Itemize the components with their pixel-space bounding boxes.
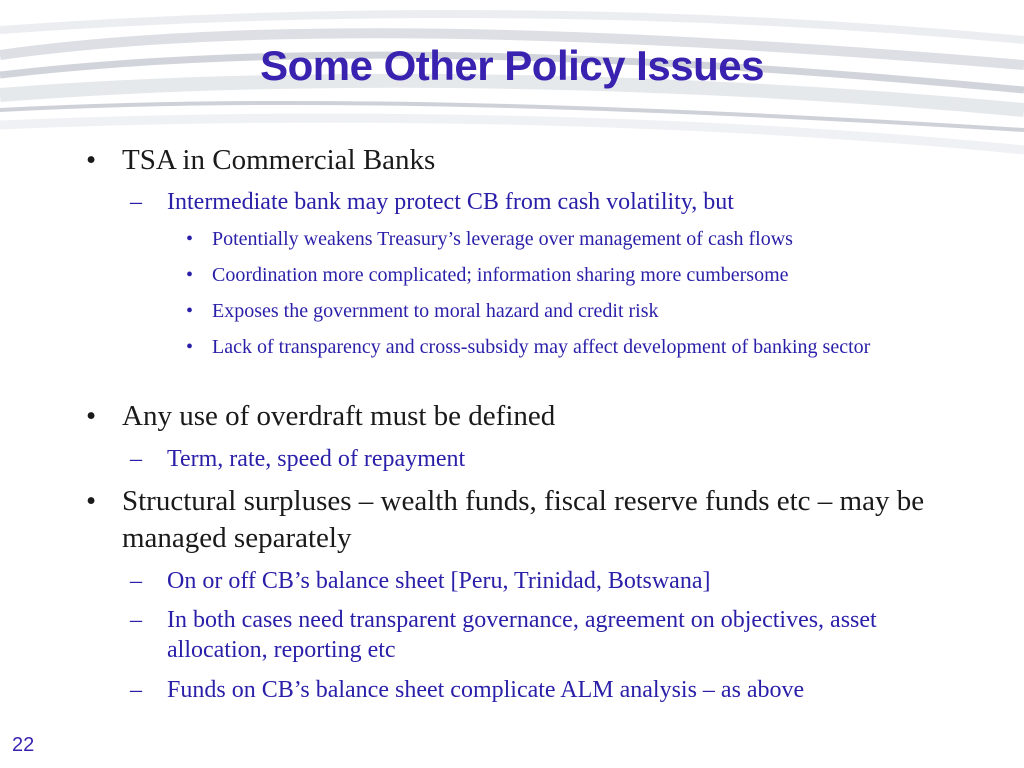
dash-icon: –: [130, 446, 142, 472]
sub-item: Funds on CB’s balance sheet complicate ALM analysis – as above: [167, 677, 805, 703]
sub-sub-item: Potentially weakens Treasury’s leverage over management of cash flows: [212, 228, 793, 250]
bullet-item: TSA in Commercial Banks: [122, 144, 436, 176]
bullet-item: Any use of overdraft must be defined: [122, 400, 556, 432]
bullet-dot-icon: •: [86, 144, 97, 176]
dash-icon: –: [130, 568, 142, 594]
bullet-dot-icon: •: [186, 300, 194, 322]
sub-item: On or off CB’s balance sheet [Peru, Trinidad, Botswana]: [167, 568, 711, 594]
sub-sub-item: Exposes the government to moral hazard and credit risk: [212, 300, 659, 322]
bullet-dot-icon: •: [86, 485, 97, 517]
sub-item: Intermediate bank may protect CB from cash volatility, but: [167, 189, 734, 215]
page-number: 22: [12, 734, 35, 756]
sub-item: In both cases need transparent governance, agreement on objectives, asset allocation, reporting etc: [167, 607, 877, 663]
dash-icon: –: [130, 189, 142, 215]
bullet-dot-icon: •: [186, 264, 194, 286]
bullet-dot-icon: •: [186, 336, 194, 358]
sub-sub-item: Lack of transparency and cross-subsidy may affect development of banking sector: [212, 336, 871, 358]
slide-title: Some Other Policy Issues: [260, 42, 764, 89]
bullet-dot-icon: •: [86, 400, 97, 432]
sub-item: Term, rate, speed of repayment: [167, 446, 466, 472]
bullet-item: Structural surpluses – wealth funds, fiscal reserve funds etc – may be managed separately: [122, 485, 925, 554]
sub-sub-item: Coordination more complicated; information sharing more cumbersome: [212, 264, 789, 286]
dash-icon: –: [130, 677, 142, 703]
dash-icon: –: [130, 607, 142, 633]
bullet-dot-icon: •: [186, 228, 194, 250]
